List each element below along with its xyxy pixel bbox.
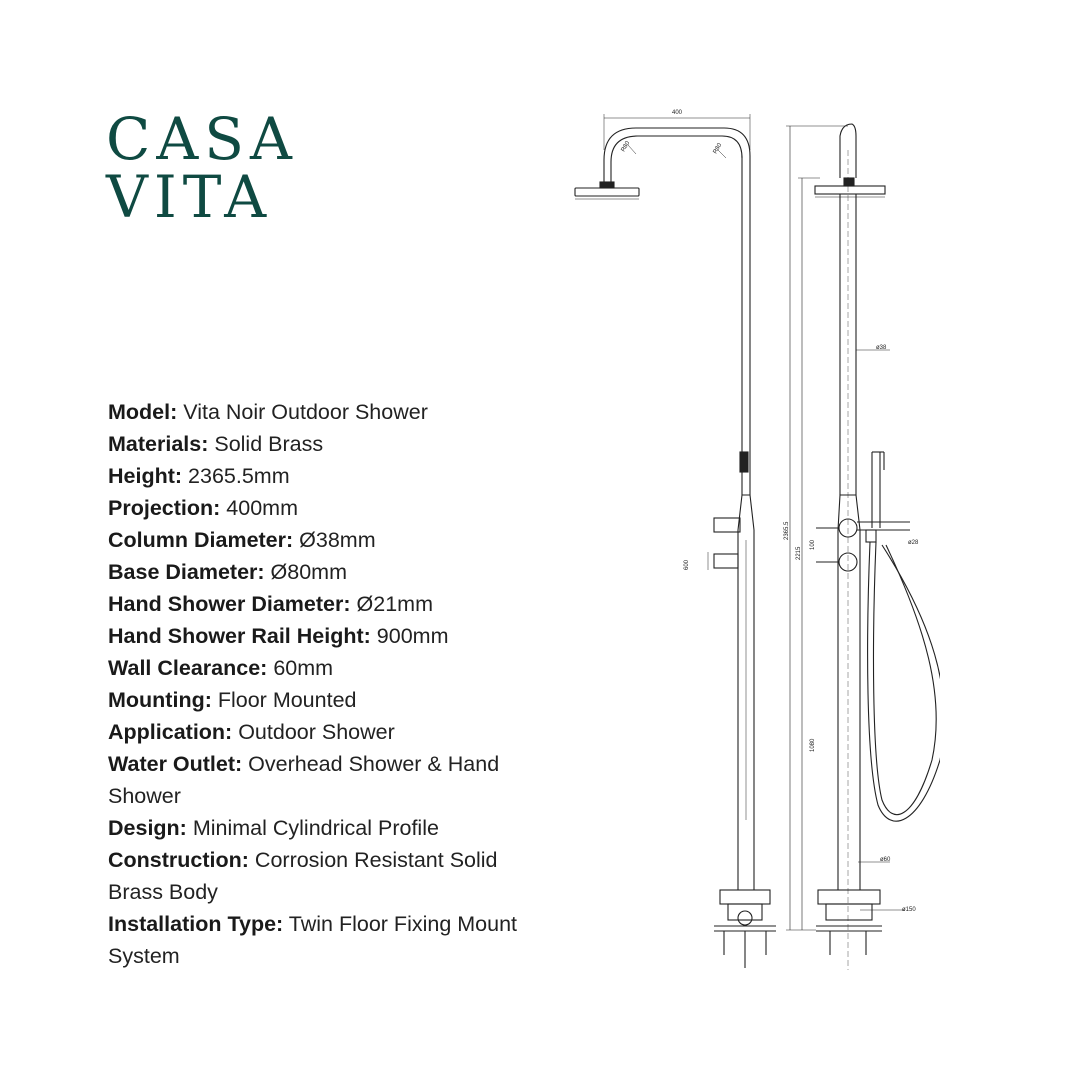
- spec-value: Minimal Cylindrical Profile: [192, 816, 439, 840]
- dim-total-height: 2365.5: [784, 521, 790, 540]
- dim-base-col: ø60: [880, 857, 891, 863]
- spec-mounting: [108, 684, 548, 716]
- spec-value: 2365.5mm: [188, 464, 290, 488]
- spec-value: Corrosion Resistant Solid Brass Body: [108, 848, 498, 904]
- spec-value: 400mm: [226, 496, 298, 520]
- spec-value: Vita Noir Outdoor Shower: [183, 400, 428, 424]
- brand-logo: [106, 105, 298, 231]
- spec-materials: [108, 428, 548, 460]
- spec-value: 900mm: [376, 624, 449, 648]
- spec-value: Solid Brass: [214, 432, 324, 456]
- spec-label: Height:: [108, 464, 183, 488]
- spec-label: Hand Shower Rail Height:: [108, 624, 371, 648]
- dim-outlet-dia: ø28: [908, 540, 919, 546]
- dim-base-dia: ø150: [902, 907, 916, 913]
- dim-valve-gap: 100: [810, 539, 816, 550]
- spec-label: Base Diameter:: [108, 560, 265, 584]
- dim-bend-a: R80: [620, 140, 632, 153]
- spec-label: Installation Type:: [108, 912, 284, 936]
- spec-label: Construction:: [108, 848, 249, 872]
- technical-drawing: [560, 100, 940, 980]
- spec-installation-type: [108, 908, 548, 972]
- spec-value: Ø21mm: [356, 592, 433, 616]
- spec-label: Projection:: [108, 496, 221, 520]
- spec-value: Twin Floor Fixing Mount System: [108, 912, 518, 968]
- dim-col-dia: ø38: [876, 345, 887, 351]
- dim-outlet-height: 2215: [796, 546, 802, 560]
- spec-rail-height: [108, 620, 548, 652]
- spec-application: [108, 716, 548, 748]
- spec-label: Design:: [108, 816, 187, 840]
- spec-model: [108, 396, 548, 428]
- brand-line-1: CASA: [106, 105, 298, 173]
- dim-bend-b: R80: [712, 142, 724, 155]
- spec-construction: [108, 844, 548, 908]
- spec-value: Floor Mounted: [217, 688, 357, 712]
- spec-list: [108, 396, 548, 972]
- dim-top-width: 400: [672, 110, 683, 116]
- spec-value: Ø38mm: [299, 528, 376, 552]
- spec-label: Water Outlet:: [108, 752, 243, 776]
- brand-line-2: VITA: [106, 163, 273, 231]
- spec-label: Mounting:: [108, 688, 212, 712]
- spec-water-outlet: [108, 748, 548, 812]
- spec-label: Application:: [108, 720, 233, 744]
- spec-projection: [108, 492, 548, 524]
- spec-value: Outdoor Shower: [238, 720, 395, 744]
- spec-value: 60mm: [273, 656, 334, 680]
- spec-design: [108, 812, 548, 844]
- spec-base-diameter: [108, 556, 548, 588]
- dim-rail-height: 1080: [810, 738, 816, 752]
- spec-value: Overhead Shower & Hand Shower: [108, 752, 500, 808]
- spec-wall-clearance: [108, 652, 548, 684]
- spec-label: Materials:: [108, 432, 209, 456]
- spec-label: Model:: [108, 400, 178, 424]
- spec-height: [108, 460, 548, 492]
- dim-handle: 600: [684, 559, 690, 570]
- spec-value: Ø80mm: [270, 560, 347, 584]
- front-view: [575, 114, 776, 968]
- spec-label: Column Diameter:: [108, 528, 294, 552]
- spec-hand-shower-diameter: [108, 588, 548, 620]
- spec-column-diameter: [108, 524, 548, 556]
- spec-label: Wall Clearance:: [108, 656, 268, 680]
- spec-label: Hand Shower Diameter:: [108, 592, 351, 616]
